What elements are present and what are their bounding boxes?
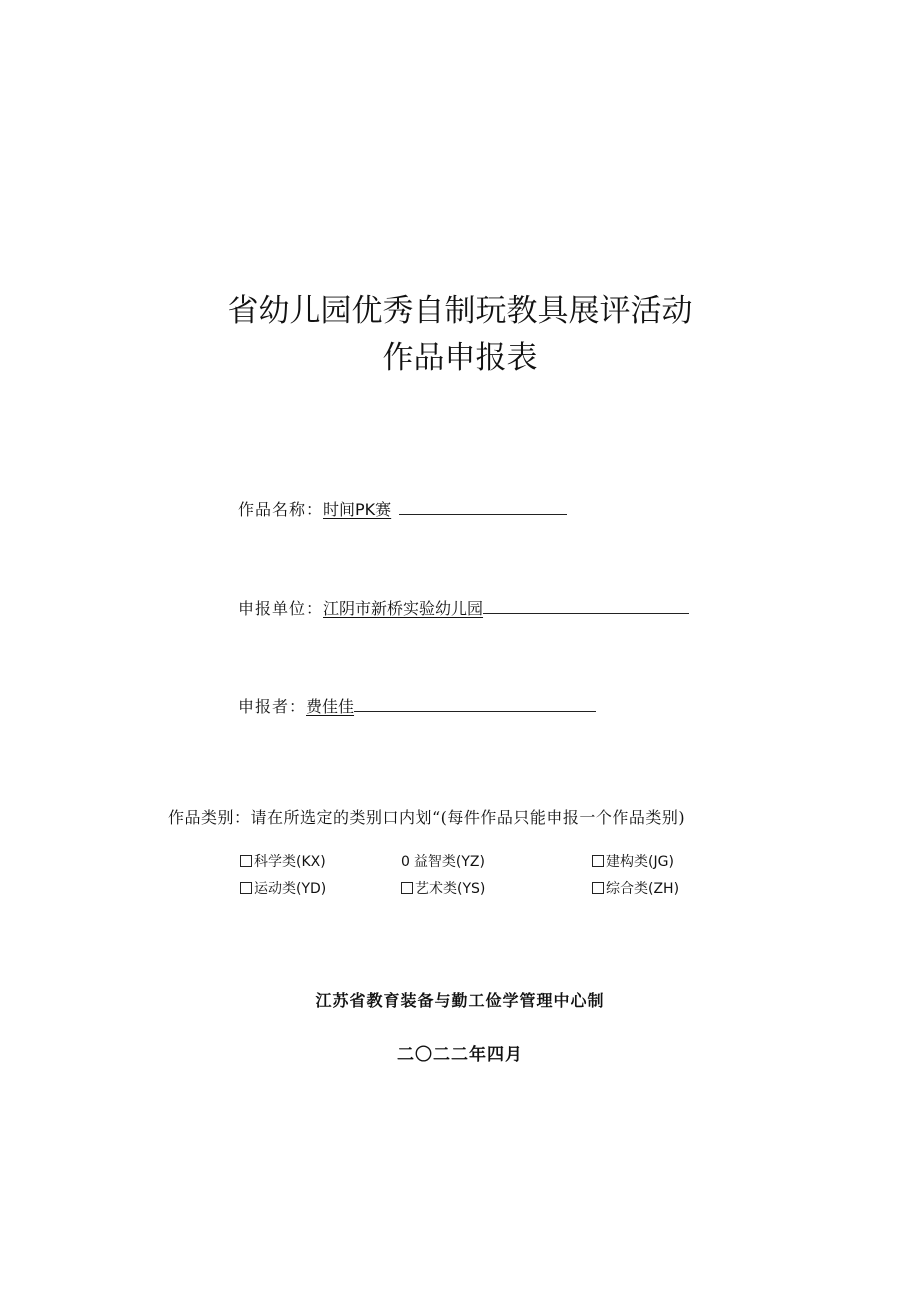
issuer: 江苏省教育装备与勤工俭学管理中心制 xyxy=(315,991,605,1010)
checkbox-icon[interactable] xyxy=(240,855,252,867)
category-option-puzzle[interactable] xyxy=(401,853,485,871)
category-label: 科学类 xyxy=(254,854,296,870)
category-label: 综合类 xyxy=(606,881,648,897)
checkbox-icon[interactable] xyxy=(401,882,413,894)
category-label: 建构类 xyxy=(606,854,648,870)
category-option-construction[interactable] xyxy=(592,853,674,871)
form-subtitle: 作品申报表 xyxy=(382,340,538,376)
checkbox-icon[interactable] xyxy=(592,855,604,867)
checkbox-icon[interactable] xyxy=(592,882,604,894)
field-applicant xyxy=(238,695,596,717)
category-option-comprehensive[interactable] xyxy=(592,880,679,898)
category-option-sports[interactable] xyxy=(240,880,326,898)
field-work-name-value[interactable]: 时间PK赛 xyxy=(323,500,392,519)
field-applicant-unit-value[interactable]: 江阴市新桥实验幼儿园 xyxy=(323,599,484,618)
category-mark[interactable]: 0 xyxy=(401,854,410,870)
issue-date: 二〇二二年四月 xyxy=(397,1045,523,1065)
field-work-name xyxy=(238,498,567,520)
field-work-name-label: 作品名称： xyxy=(238,500,324,519)
form-title: 省幼儿园优秀自制玩教具展评活动 xyxy=(227,293,693,329)
category-label: 益智类 xyxy=(413,854,456,870)
category-label: 艺术类 xyxy=(415,881,457,897)
category-label: 运动类 xyxy=(254,881,296,897)
category-code: (JG) xyxy=(648,854,674,870)
category-code: (KX) xyxy=(296,854,326,870)
field-applicant-blank-line xyxy=(354,695,596,712)
category-option-science[interactable] xyxy=(240,853,326,871)
category-code: (YD) xyxy=(296,881,327,897)
category-instruction: 作品类别：请在所选定的类别口内划“(每件作品只能申报一个作品类别) xyxy=(168,808,686,827)
field-applicant-label: 申报者： xyxy=(238,697,307,716)
category-code: (ZH) xyxy=(648,881,680,897)
field-work-name-blank-line xyxy=(399,498,567,515)
field-applicant-unit xyxy=(238,597,689,619)
field-applicant-unit-blank-line xyxy=(483,597,689,614)
checkbox-icon[interactable] xyxy=(240,882,252,894)
field-applicant-value[interactable]: 费佳佳 xyxy=(306,697,355,716)
category-code: (YS) xyxy=(457,881,486,897)
field-applicant-unit-label: 申报单位： xyxy=(238,599,324,618)
category-code: (YZ) xyxy=(455,854,485,870)
category-option-art[interactable] xyxy=(401,880,485,898)
